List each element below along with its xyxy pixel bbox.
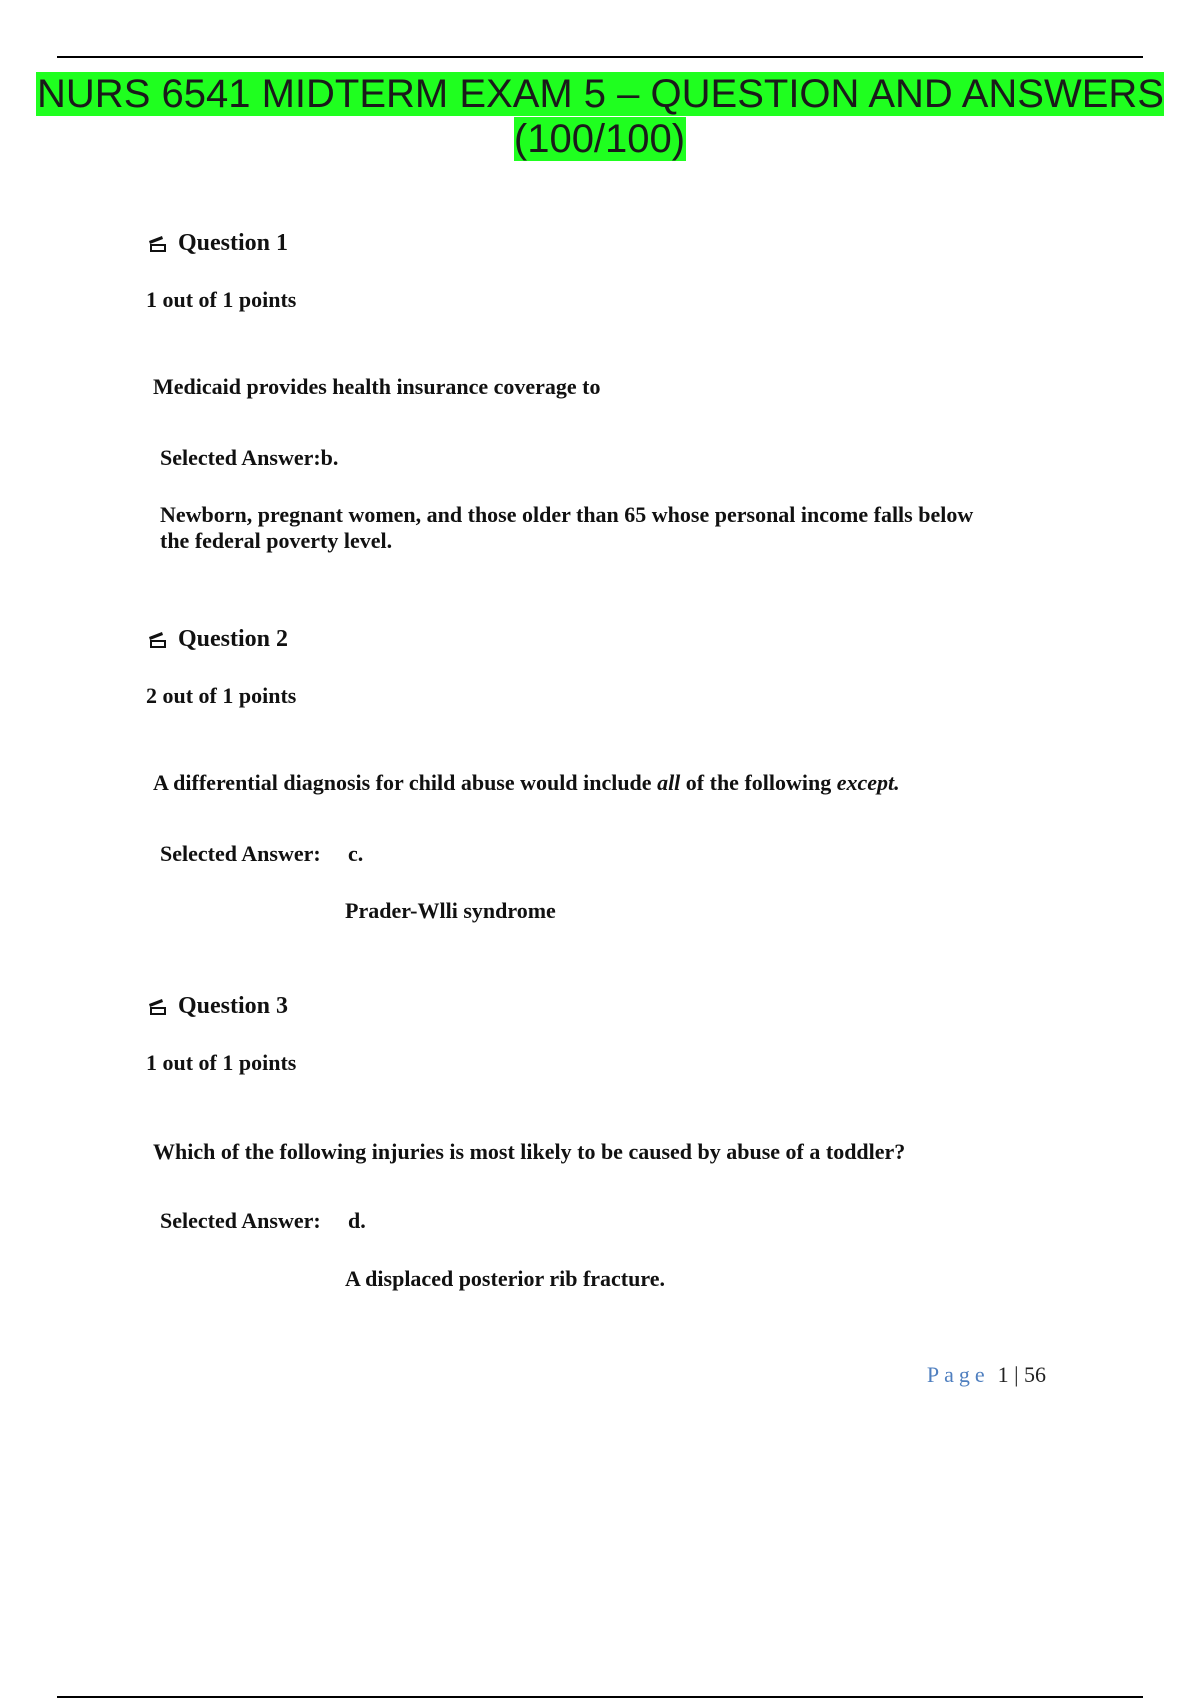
question-2-prompt-pre: A differential diagnosis for child abuse would include	[153, 770, 658, 795]
question-3-prompt: Which of the following injuries is most likely to be caused by abuse of a toddler?	[153, 1139, 906, 1164]
question-1-selected-label: Selected Answer:b.	[160, 445, 339, 470]
question-2-prompt	[153, 770, 900, 796]
question-3-selected-label: Selected Answer:	[160, 1208, 321, 1233]
question-1-label: Question 1	[178, 230, 289, 256]
question-3-label: Question 3	[178, 993, 289, 1019]
question-marker-icon	[148, 631, 168, 649]
question-2-selected-letter: c.	[348, 841, 364, 866]
bottom-rule	[57, 1696, 1143, 1698]
page-title	[0, 72, 1200, 162]
question-3-selected-letter: d.	[348, 1208, 366, 1233]
question-1-heading	[148, 230, 288, 257]
question-1-points: 1 out of 1 points	[146, 287, 297, 312]
page-label: Page	[926, 1362, 990, 1387]
question-marker-icon	[148, 998, 168, 1016]
question-2-prompt-em-all: all	[657, 770, 681, 795]
question-3-heading	[148, 993, 288, 1020]
page-number: 1 | 56	[997, 1362, 1046, 1387]
page-footer	[927, 1362, 1046, 1388]
question-2-points: 2 out of 1 points	[146, 683, 297, 708]
question-marker-icon	[148, 235, 168, 253]
question-2-prompt-mid: of the following	[680, 770, 837, 795]
question-2-selected-label: Selected Answer:	[160, 841, 321, 866]
title-highlight: NURS 6541 MIDTERM EXAM 5 – QUESTION AND ANSWERS (100/100)	[37, 72, 1164, 161]
question-2-label: Question 2	[178, 626, 289, 652]
question-2-answer: Prader-Wlli syndrome	[345, 898, 556, 923]
question-3-answer: A displaced posterior rib fracture.	[345, 1266, 665, 1291]
question-3-points: 1 out of 1 points	[146, 1050, 297, 1075]
question-1-answer: Newborn, pregnant women, and those older than 65 whose personal income falls below the federal poverty level.	[160, 502, 974, 553]
question-1-prompt: Medicaid provides health insurance coverage to	[153, 374, 601, 399]
question-2-prompt-em-except: except.	[836, 770, 900, 795]
question-2-heading	[148, 626, 288, 653]
top-rule	[57, 56, 1143, 58]
